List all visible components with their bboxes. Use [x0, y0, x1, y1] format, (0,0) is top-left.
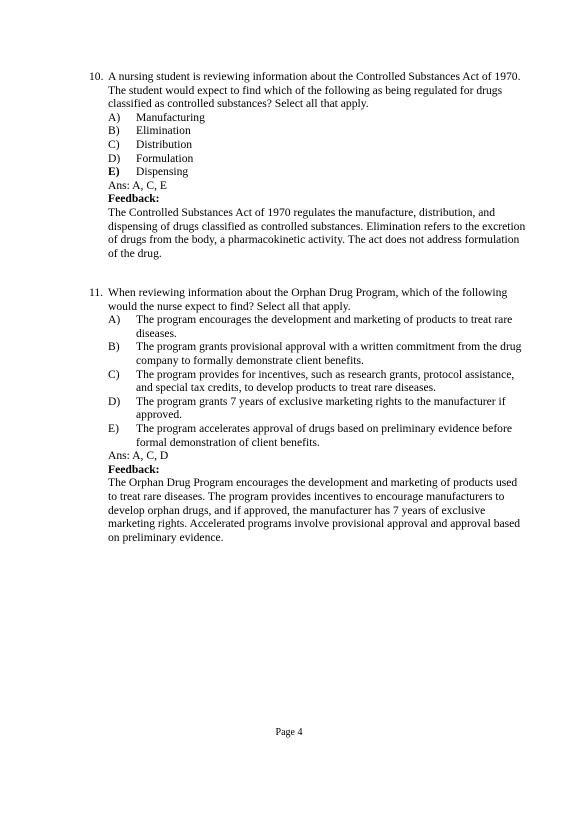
option-b — [108, 124, 529, 138]
option-text: The program encourages the development and marketing of products to treat rare diseases. — [136, 313, 513, 340]
option-letter: D) — [108, 394, 121, 408]
option-letter: B) — [108, 340, 120, 354]
option-text: Dispensing — [136, 165, 189, 179]
option-c — [108, 138, 529, 152]
feedback-label: Feedback: — [108, 462, 160, 476]
option-e — [108, 422, 529, 449]
option-text: Elimination — [136, 124, 191, 138]
option-text: The program accelerates approval of drugs based on preliminary evidence before formal demonstration of client benefits. — [136, 421, 512, 449]
question-stem: A nursing student is reviewing information about the Controlled Substances Act of 1970. The student would expect to find which of the following as being regulated for drugs classified as controlled substances? Select all that apply. — [108, 70, 521, 111]
option-text: The program grants 7 years of exclusive marketing rights to the manufacturer if approved. — [136, 394, 506, 422]
question-11 — [89, 286, 529, 544]
option-letter: A) — [108, 110, 121, 124]
option-text: Manufacturing — [136, 110, 205, 124]
option-d — [108, 152, 529, 166]
option-letter: D) — [108, 151, 121, 165]
option-letter: E) — [108, 421, 119, 435]
option-d — [108, 395, 529, 422]
option-text: Formulation — [136, 151, 194, 165]
option-text: Distribution — [136, 137, 193, 151]
feedback-text: The Orphan Drug Program encourages the development and marketing of products used to treat rare diseases. The program provides incentives to encourage manufacturers to develop orphan drugs, and if approved, the manufacturer has 7 years of exclusive marketing rights. Accelerated programs involve provisional approval and approval based on preliminary evidence. — [108, 476, 521, 544]
question-number: 10. — [89, 70, 104, 83]
option-a — [108, 111, 529, 125]
answer-key: Ans: A, C, E — [108, 178, 167, 192]
option-letter: C) — [108, 367, 120, 381]
option-text: The program grants provisional approval with a written commitment from the drug company to formally demonstrate client benefits. — [136, 340, 522, 367]
page-number: Page 4 — [275, 727, 303, 738]
feedback-text: The Controlled Substances Act of 1970 regulates the manufacture, distribution, and dispensing of drugs classified as controlled substances. Elimination refers to the excretion of drugs from the body, a pharmacokinetic activity. The act does not address formulation of the drug. — [108, 205, 526, 260]
option-letter: C) — [108, 137, 120, 151]
option-text: The program provides for incentives, such as research grants, protocol assistance, and special tax credits, to develop products to treat rare diseases. — [136, 367, 515, 395]
question-number: 11. — [89, 286, 104, 299]
option-e — [108, 165, 529, 179]
option-a — [108, 313, 529, 340]
question-stem: When reviewing information about the Orphan Drug Program, which of the following would the nurse expect to find? Select all that apply. — [108, 286, 508, 313]
option-list — [108, 111, 529, 179]
option-list — [108, 313, 529, 449]
feedback-label: Feedback: — [108, 192, 160, 206]
option-letter: B) — [108, 124, 120, 138]
question-10 — [89, 70, 529, 260]
option-letter: A) — [108, 313, 121, 327]
answer-key: Ans: A, C, D — [108, 449, 169, 463]
option-c — [108, 368, 529, 395]
option-letter: E) — [108, 165, 120, 179]
option-b — [108, 340, 529, 367]
